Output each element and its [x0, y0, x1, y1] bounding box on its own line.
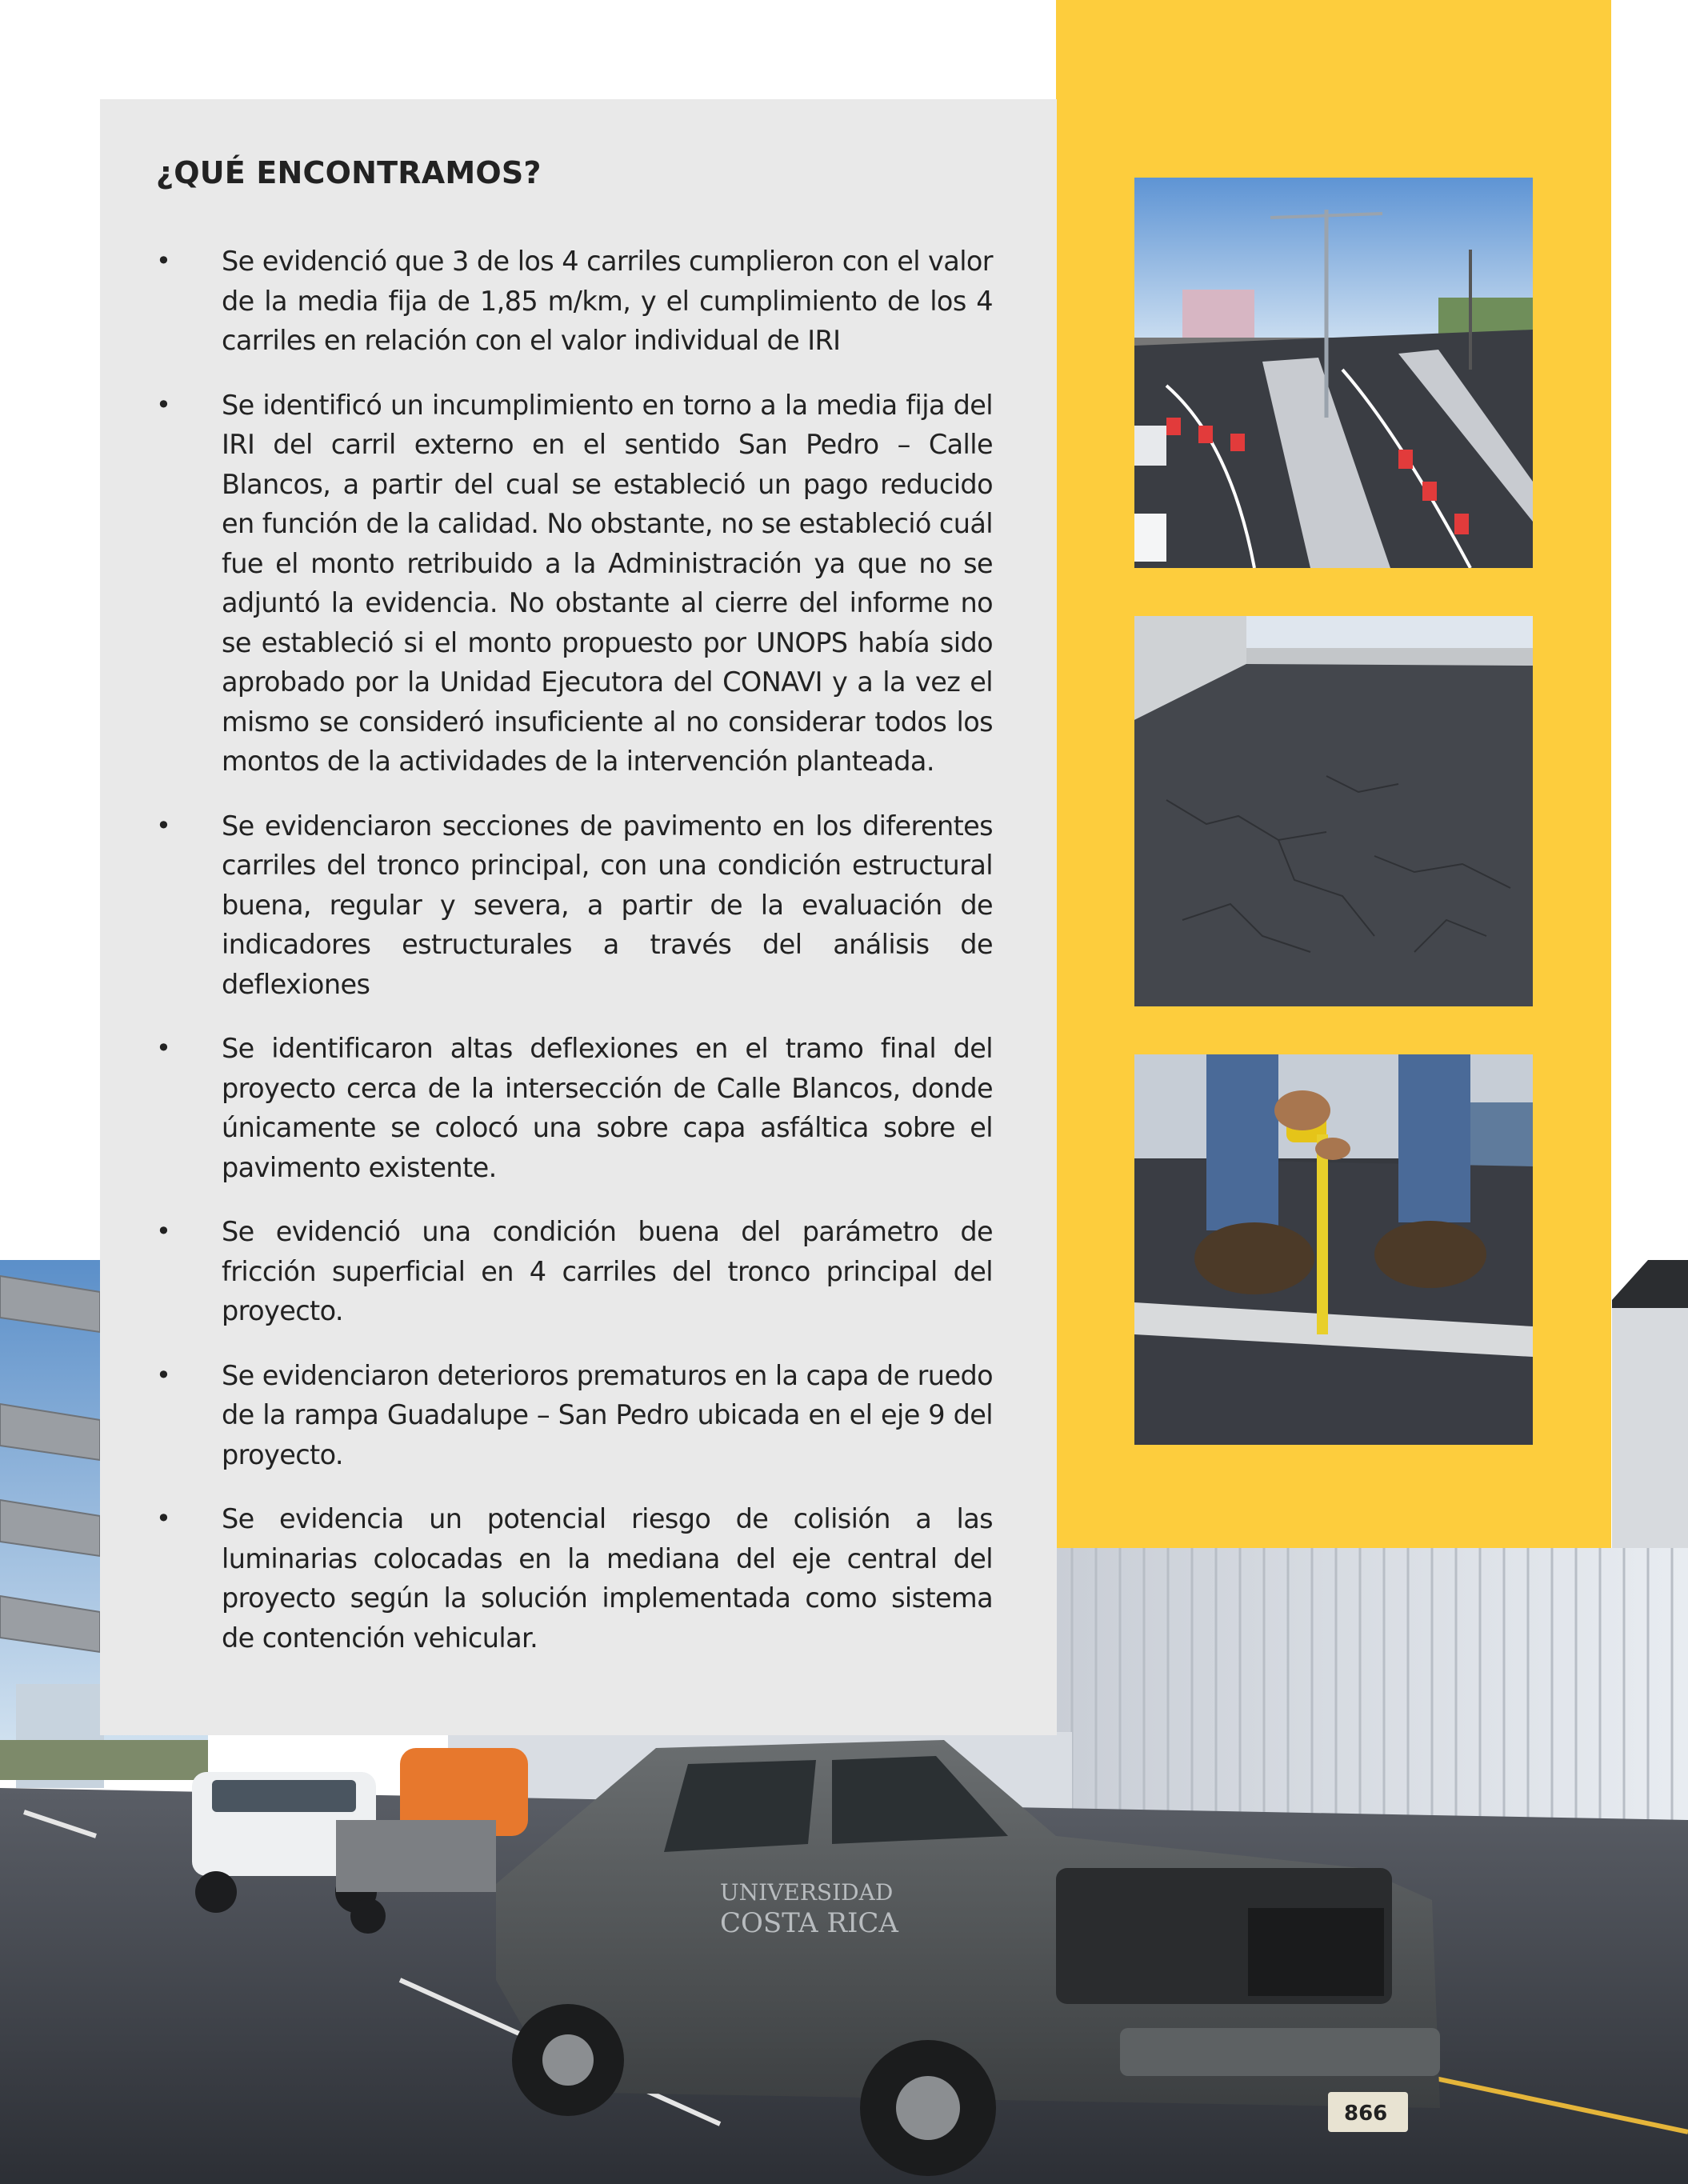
findings-list	[156, 242, 993, 1682]
bullet: •	[156, 1216, 171, 1246]
finding-item	[156, 1356, 993, 1475]
finding-text: Se identificó un incumplimiento en torno a la media fija del IRI del carril externo en el sentido San Pedro – Calle Blancos, a partir del cual se estableció un pago reducido en función de la calidad. No obstante, no se estableció cuál fue el monto retribuido a la Administración ya que no se adjuntó la evidencia. No obstante al cierre del informe no se estableció si el monto propuesto por UNOPS había sido aprobado por la Unidad Ejecutora del CONAVI y a la vez el mismo se consideró insuficiente al no considerar todos los montos de la actividades de la intervención planteada.	[222, 389, 993, 777]
photo-tape-measure	[1134, 1054, 1533, 1445]
section-title: ¿QUÉ ENCONTRAMOS?	[156, 155, 542, 190]
finding-item	[156, 1499, 993, 1658]
finding-text: Se evidenció que 3 de los 4 carriles cumplieron con el valor de la media fija de 1,85 m/km, y el cumplimiento de los 4 carriles en relación con el valor individual de IRI	[222, 246, 993, 356]
bullet: •	[156, 1033, 171, 1063]
truck-plate: 866	[1344, 2102, 1388, 2126]
finding-item	[156, 1212, 993, 1331]
finding-item	[156, 806, 993, 1005]
cracked-pavement-illustration	[1134, 616, 1533, 1006]
finding-item	[156, 386, 993, 782]
photo-highway-overpass	[1134, 178, 1533, 568]
finding-text: Se evidenció una condición buena del parámetro de fricción superficial en 4 carriles del tronco principal del proyecto.	[222, 1216, 993, 1326]
finding-text: Se identificaron altas deflexiones en el tramo final del proyecto cerca de la intersección de Calle Blancos, donde únicamente se colocó una sobre capa asfáltica sobre el pavimento existente.	[222, 1033, 993, 1183]
finding-text: Se evidenciaron secciones de pavimento en los diferentes carriles del tronco principal, con una condición estructural buena, regular y severa, a partir de la evaluación de indicadores estructurales a través del análisis de deflexiones	[222, 810, 993, 1000]
finding-item	[156, 242, 993, 361]
finding-text: Se evidencia un potencial riesgo de colisión a las luminarias colocadas en la mediana del eje central del proyecto según la solución implementada como sistema de contención vehicular.	[222, 1503, 993, 1654]
highway-overpass-illustration	[1134, 178, 1533, 568]
truck-door-logo-line1: UNIVERSIDAD	[720, 1879, 894, 1906]
bullet: •	[156, 246, 171, 276]
findings-card	[100, 99, 1057, 1735]
finding-text: Se evidenciaron deterioros prematuros en la capa de ruedo de la rampa Guadalupe – San Pedro ubicada en el eje 9 del proyecto.	[222, 1359, 994, 1470]
tape-measure-illustration	[1134, 1054, 1533, 1445]
bullet: •	[156, 1359, 171, 1390]
photo-cracked-pavement	[1134, 616, 1533, 1006]
finding-item	[156, 1029, 993, 1187]
truck-door-logo-line2: COSTA RICA	[720, 1907, 898, 1939]
bullet: •	[156, 389, 171, 420]
bullet: •	[156, 810, 171, 841]
bullet: •	[156, 1503, 171, 1534]
